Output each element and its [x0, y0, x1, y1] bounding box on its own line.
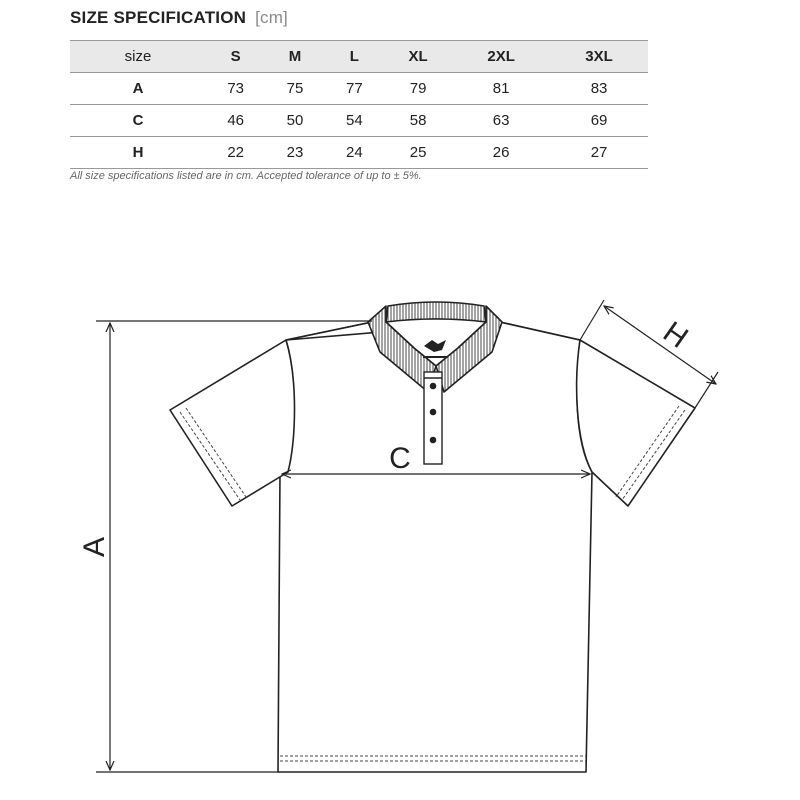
- row-label: H: [70, 137, 206, 169]
- table-cell: 73: [206, 73, 265, 105]
- table-cell: 22: [206, 137, 265, 169]
- button: [430, 409, 435, 414]
- column-header-xl: XL: [384, 41, 452, 73]
- table-cell: 23: [265, 137, 324, 169]
- column-header-m: M: [265, 41, 324, 73]
- placket: [424, 372, 442, 464]
- table-cell: 69: [550, 105, 648, 137]
- left-sleeve: [170, 340, 295, 506]
- table-cell: 58: [384, 105, 452, 137]
- title-text: SIZE SPECIFICATION: [70, 8, 247, 27]
- column-header-size: size: [70, 41, 206, 73]
- label-c: C: [389, 442, 411, 475]
- tolerance-note: All size specifications listed are in cm. Accepted tolerance of up to ± 5%.: [70, 170, 422, 182]
- table-cell: 75: [265, 73, 324, 105]
- label-a: A: [78, 536, 111, 558]
- table-cell: 26: [452, 137, 550, 169]
- table-cell: 77: [325, 73, 384, 105]
- column-header-l: L: [325, 41, 384, 73]
- table-cell: 54: [325, 105, 384, 137]
- extension-line-h-start: [580, 300, 604, 340]
- label-h: H: [657, 315, 694, 355]
- row-label: A: [70, 73, 206, 105]
- table-cell: 25: [384, 137, 452, 169]
- table-cell: 27: [550, 137, 648, 169]
- button: [430, 437, 435, 442]
- table-cell: 79: [384, 73, 452, 105]
- button: [430, 383, 435, 388]
- column-header-3xl: 3XL: [550, 41, 648, 73]
- row-label: C: [70, 105, 206, 137]
- table-cell: 63: [452, 105, 550, 137]
- table-cell: 24: [325, 137, 384, 169]
- column-header-2xl: 2XL: [452, 41, 550, 73]
- table-cell: 46: [206, 105, 265, 137]
- table-cell: 81: [452, 73, 550, 105]
- table-cell: 50: [265, 105, 324, 137]
- title-unit: [cm]: [255, 8, 288, 27]
- column-header-s: S: [206, 41, 265, 73]
- table-cell: 83: [550, 73, 648, 105]
